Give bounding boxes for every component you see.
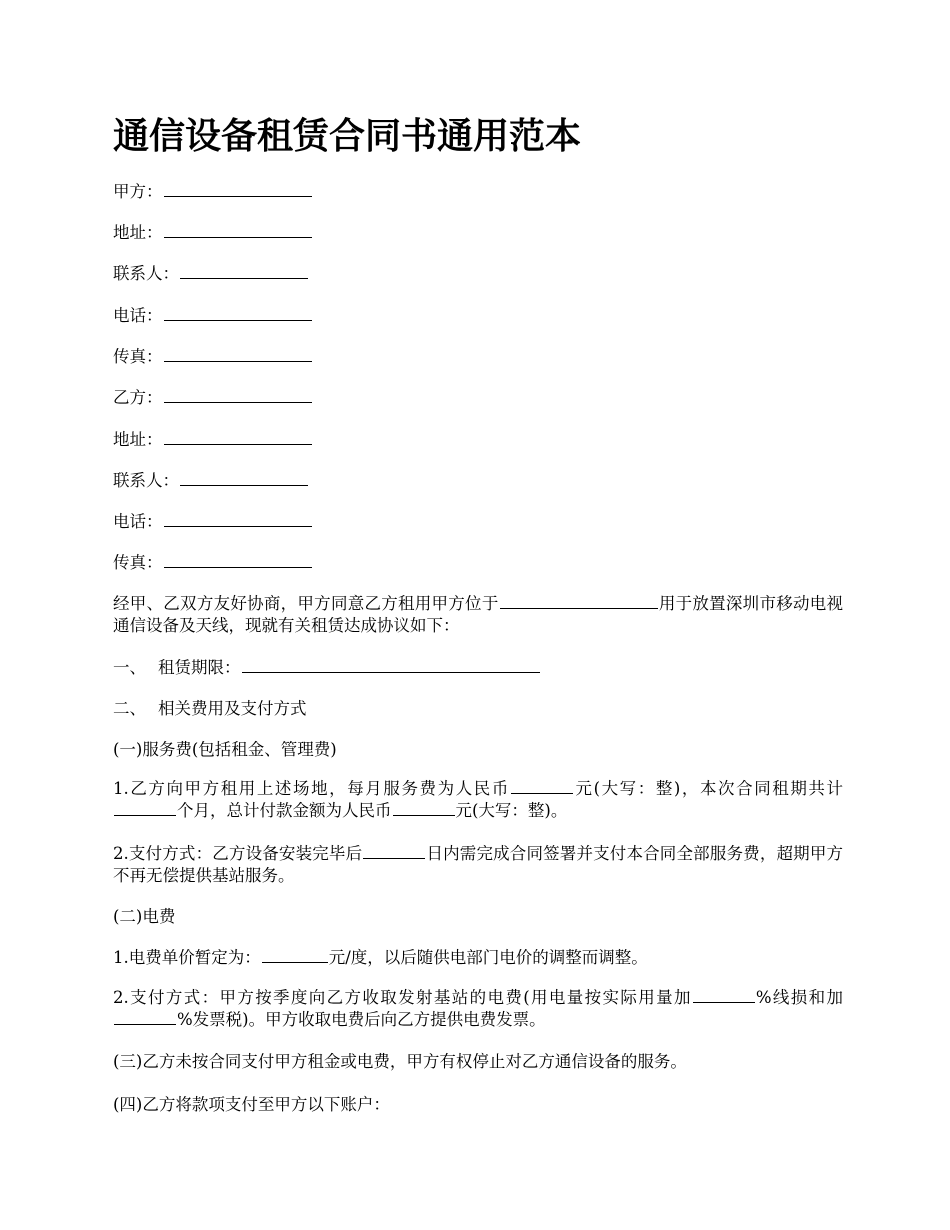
party-a-address-label: 地址： [113, 223, 163, 242]
service-fee-paragraph [113, 778, 843, 822]
party-a-name-line [113, 180, 313, 204]
party-a-address-blank[interactable] [164, 222, 312, 238]
intro-text-1: 经甲、乙双方友好协商，甲方同意乙方租用甲方位于 [113, 594, 499, 613]
party-b-contact-label: 联系人： [113, 471, 179, 490]
lease-term-blank[interactable] [242, 657, 540, 673]
party-b-contact-line [113, 469, 309, 493]
location-blank[interactable] [500, 593, 658, 609]
electricity-payment-text-c: %发票税)。甲方收取电费后向乙方提供电费发票。 [177, 1010, 546, 1029]
service-fee-text-a: 1.乙方向甲方租用上述场地，每月服务费为人民币 [113, 779, 510, 798]
party-b-fax-label: 传真： [113, 553, 163, 572]
electricity-price-blank[interactable] [262, 947, 328, 963]
party-a-fax-label: 传真： [113, 347, 163, 366]
intro-paragraph [113, 593, 843, 637]
party-a-phone-label: 电话： [113, 306, 163, 325]
section-2-label: 相关费用及支付方式 [158, 699, 307, 718]
electricity-payment-text-a: 2.支付方式：甲方按季度向乙方收取发射基站的电费(用电量按实际用量加 [113, 988, 692, 1007]
party-a-contact-blank[interactable] [180, 263, 308, 279]
party-a-phone-blank[interactable] [164, 305, 312, 321]
section-2-number: 二、 [113, 699, 146, 718]
electricity-price-text-b: 元/度，以后随供电部门电价的调整而调整。 [328, 948, 648, 967]
payment-method-text-b: 日内需完成合同签署并支付本合同全部服务费，超期甲方不再无偿提供基站服务。 [113, 844, 844, 885]
party-a-fax-blank[interactable] [164, 346, 312, 362]
payment-method-text-a: 2.支付方式：乙方设备安装完毕后 [113, 844, 363, 863]
electricity-payment-paragraph [113, 987, 843, 1031]
total-amount-blank[interactable] [393, 800, 455, 816]
party-a-fax-line [113, 345, 313, 369]
party-b-address-label: 地址： [113, 430, 163, 449]
document-title: 通信设备租赁合同书通用范本 [113, 115, 582, 157]
intro-text-2: 用于放置深圳市移动电视通信设备及天线，现就有关租赁达成协议如下： [113, 594, 844, 635]
sub-4-paragraph: (四)乙方将款项支付至甲方以下账户： [113, 1095, 390, 1114]
service-fee-text-d: 元(大写：整)。 [455, 801, 568, 820]
electricity-price-line [113, 946, 648, 970]
party-b-address-blank[interactable] [164, 429, 312, 445]
sub-1-heading: (一)服务费(包括租金、管理费) [113, 740, 337, 759]
party-b-address-line [113, 428, 313, 452]
section-1-label: 租赁期限： [158, 658, 241, 677]
section-2-line [113, 697, 307, 721]
monthly-fee-blank[interactable] [511, 778, 573, 794]
party-a-address-line [113, 221, 313, 245]
party-b-name-label: 乙方： [113, 388, 163, 407]
electricity-payment-text-b: %线损和加 [755, 988, 843, 1007]
section-1-line [113, 656, 541, 680]
party-a-phone-line [113, 304, 313, 328]
party-a-contact-line [113, 262, 309, 286]
sub-3-paragraph: (三)乙方未按合同支付甲方租金或电费，甲方有权停止对乙方通信设备的服务。 [113, 1052, 687, 1071]
payment-days-blank[interactable] [363, 843, 425, 859]
line-loss-blank[interactable] [693, 987, 755, 1003]
party-b-phone-line [113, 510, 313, 534]
party-a-name-label: 甲方： [113, 182, 163, 201]
party-b-fax-line [113, 551, 313, 575]
party-b-name-blank[interactable] [164, 387, 312, 403]
party-b-phone-label: 电话： [113, 512, 163, 531]
party-a-contact-label: 联系人： [113, 264, 179, 283]
party-a-name-blank[interactable] [164, 181, 312, 197]
party-b-name-line [113, 386, 313, 410]
section-1-number: 一、 [113, 658, 146, 677]
service-fee-text-b: 元(大写：整)，本次合同租期共计 [573, 779, 844, 798]
lease-months-blank[interactable] [114, 800, 176, 816]
service-fee-text-c: 个月，总计付款金额为人民币 [177, 801, 392, 820]
electricity-price-text-a: 1.电费单价暂定为： [113, 948, 261, 967]
party-b-phone-blank[interactable] [164, 511, 312, 527]
payment-method-paragraph [113, 843, 843, 887]
party-b-contact-blank[interactable] [180, 470, 308, 486]
sub-2-heading: (二)电费 [113, 907, 176, 926]
invoice-tax-blank[interactable] [114, 1009, 176, 1025]
party-b-fax-blank[interactable] [164, 552, 312, 568]
